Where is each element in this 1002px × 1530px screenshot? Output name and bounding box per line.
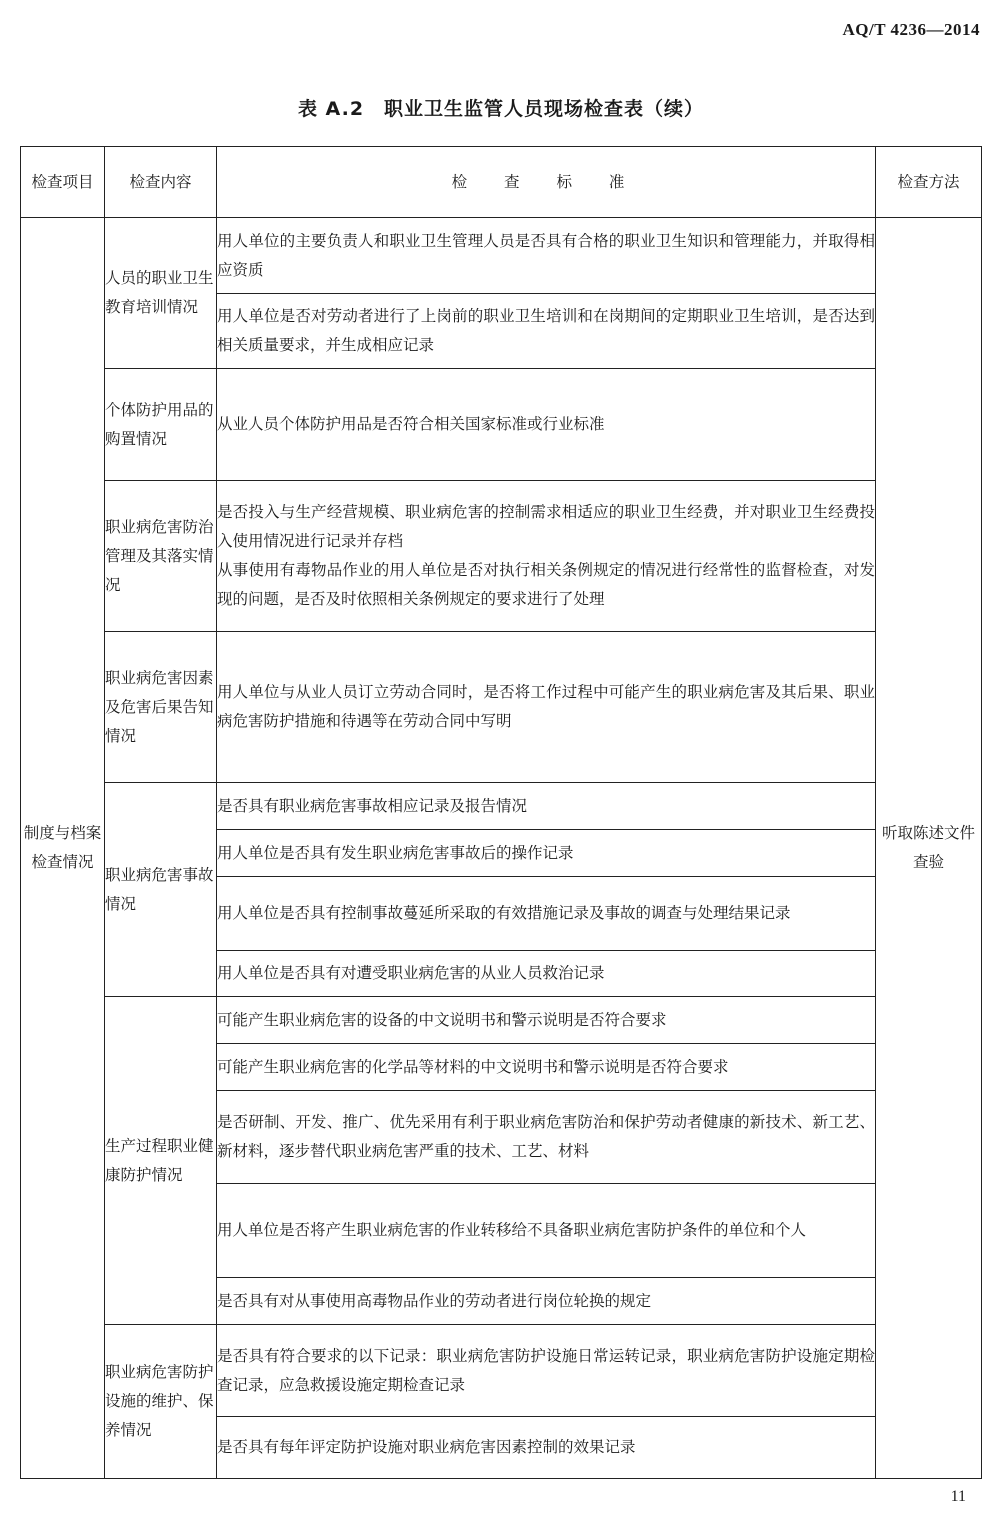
inspection-content-cell: 职业病危害防治管理及其落实情况 xyxy=(105,481,217,632)
table-row xyxy=(21,783,982,830)
inspection-content-cell: 个体防护用品的购置情况 xyxy=(105,369,217,481)
table-row xyxy=(21,481,982,632)
inspection-standard-cell: 用人单位的主要负责人和职业卫生管理人员是否具有合格的职业卫生知识和管理能力，并取得相应资质 xyxy=(217,218,876,294)
inspection-content-cell: 人员的职业卫生教育培训情况 xyxy=(105,218,217,369)
table-row xyxy=(21,632,982,783)
header-item: 检查项目 xyxy=(21,147,105,218)
inspection-standard-cell: 用人单位是否具有控制事故蔓延所采取的有效措施记录及事故的调查与处理结果记录 xyxy=(217,877,876,951)
header-standard: 检 查 标 准 xyxy=(217,147,876,218)
inspection-standard-cell: 用人单位是否具有对遭受职业病危害的从业人员救治记录 xyxy=(217,951,876,997)
inspection-content-cell: 职业病危害事故情况 xyxy=(105,783,217,997)
table-row xyxy=(21,997,982,1044)
inspection-content-cell: 生产过程职业健康防护情况 xyxy=(105,997,217,1325)
header-content: 检查内容 xyxy=(105,147,217,218)
inspection-method-cell: 听取陈述文件查验 xyxy=(876,218,982,1479)
page-number: 11 xyxy=(950,1488,966,1505)
inspection-standard-cell: 可能产生职业病危害的设备的中文说明书和警示说明是否符合要求 xyxy=(217,997,876,1044)
inspection-content-cell: 职业病危害防护设施的维护、保养情况 xyxy=(105,1325,217,1479)
standard-code: AQ/T 4236—2014 xyxy=(842,20,980,39)
inspection-table xyxy=(20,146,982,1479)
inspection-standard-cell: 用人单位是否对劳动者进行了上岗前的职业卫生培训和在岗期间的定期职业卫生培训，是否达到相关质量要求，并生成相应记录 xyxy=(217,294,876,369)
inspection-content-cell: 职业病危害因素及危害后果告知情况 xyxy=(105,632,217,783)
inspection-standard-cell: 用人单位是否具有发生职业病危害事故后的操作记录 xyxy=(217,830,876,877)
table-body xyxy=(21,218,982,1479)
inspection-item-cell: 制度与档案检查情况 xyxy=(21,218,105,1479)
inspection-standard-cell: 用人单位与从业人员订立劳动合同时，是否将工作过程中可能产生的职业病危害及其后果、职业病危害防护措施和待遇等在劳动合同中写明 xyxy=(217,632,876,783)
inspection-standard-cell: 是否具有符合要求的以下记录：职业病危害防护设施日常运转记录，职业病危害防护设施定期检查记录，应急救援设施定期检查记录 xyxy=(217,1325,876,1417)
table-row xyxy=(21,369,982,481)
inspection-standard-cell: 是否具有每年评定防护设施对职业病危害因素控制的效果记录 xyxy=(217,1417,876,1479)
table-title: 表 A.2 职业卫生监管人员现场检查表（续） xyxy=(297,98,705,120)
inspection-standard-cell: 用人单位是否将产生职业病危害的作业转移给不具备职业病危害防护条件的单位和个人 xyxy=(217,1184,876,1278)
table-header-row xyxy=(21,147,982,218)
inspection-standard-cell: 可能产生职业病危害的化学品等材料的中文说明书和警示说明是否符合要求 xyxy=(217,1044,876,1091)
inspection-standard-cell: 是否具有职业病危害事故相应记录及报告情况 xyxy=(217,783,876,830)
inspection-standard-cell: 是否研制、开发、推广、优先采用有利于职业病危害防治和保护劳动者健康的新技术、新工艺、新材料，逐步替代职业病危害严重的技术、工艺、材料 xyxy=(217,1091,876,1184)
inspection-standard-cell: 是否具有对从事使用高毒物品作业的劳动者进行岗位轮换的规定 xyxy=(217,1278,876,1325)
table-row xyxy=(21,218,982,294)
table-row xyxy=(21,1325,982,1417)
inspection-standard-cell: 从业人员个体防护用品是否符合相关国家标准或行业标准 xyxy=(217,369,876,481)
inspection-standard-cell: 是否投入与生产经营规模、职业病危害的控制需求相适应的职业卫生经费，并对职业卫生经费投入使用情况进行记录并存档 从事使用有毒物品作业的用人单位是否对执行相关条例规定的情况进行经常性的监督检查，对发现的问题，是否及时依照相关条例规定的要求进行了处理 xyxy=(217,481,876,632)
header-method: 检查方法 xyxy=(876,147,982,218)
